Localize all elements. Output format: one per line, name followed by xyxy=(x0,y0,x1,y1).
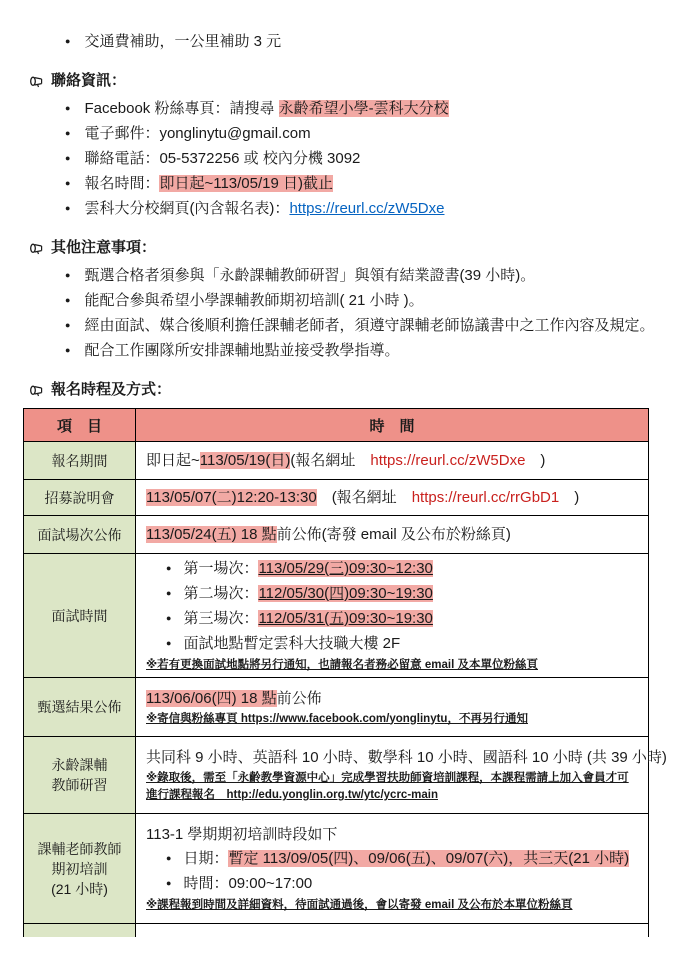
megaphone-icon xyxy=(30,242,44,255)
list-item: ● 時間：09:00~17:00 xyxy=(166,872,640,897)
table-row-briefing xyxy=(24,480,649,516)
bullet-icon: ● xyxy=(65,203,71,213)
highlighted-text: 113/05/29(三)09:30~12:30 xyxy=(258,560,433,577)
contact-facebook: Facebook 粉絲專頁：請搜尋 永齡希望小學-雲科大分校 xyxy=(84,100,449,117)
workshop-hours-text: 共同科 9 小時、英語科 10 小時、數學科 10 小時、國語科 10 小時 (共 39 小時) xyxy=(146,749,667,766)
bullet-icon: ● xyxy=(65,36,71,46)
row-label: 面試時間 xyxy=(24,554,136,678)
list-item: ● 面試地點暫定雲科大技職大樓 2F xyxy=(166,632,640,657)
highlighted-text: 112/05/30(四)09:30~19:30 xyxy=(258,585,433,602)
row-label xyxy=(24,924,136,937)
row-value: 即日起~113/05/19(日)(報名網址 https://reurl.cc/zW5Dxe ) xyxy=(136,442,649,480)
bullet-icon: ● xyxy=(166,853,172,863)
megaphone-icon xyxy=(30,75,44,88)
intro-list xyxy=(23,30,649,55)
list-item xyxy=(65,147,649,172)
note-text: 甄選合格者須參與「永齡課輔教師研習」與領有結業證書(39 小時)。 xyxy=(84,267,536,284)
footnote: ※若有更換面試地點將另行通知，也請報名者務必留意 email 及本單位粉絲頁 xyxy=(146,659,538,671)
column-header-item: 項 目 xyxy=(24,409,136,442)
bullet-icon: ● xyxy=(65,320,71,330)
highlighted-text: 113/05/07(二)12:20-13:30 xyxy=(146,488,317,506)
bullet-icon: ● xyxy=(65,295,71,305)
highlighted-text: 永齡希望小學-雲科大分校 xyxy=(278,100,449,117)
bullet-icon: ● xyxy=(65,178,71,188)
row-value xyxy=(136,737,667,814)
table-row-cutoff xyxy=(24,924,649,937)
list-item: ● 第二場次：112/05/30(四)09:30~19:30 xyxy=(166,582,640,607)
list-item xyxy=(65,289,649,314)
bullet-icon: ● xyxy=(166,588,172,598)
highlighted-text: 113/06/06(四) 18 點 xyxy=(146,689,277,707)
contact-email: 電子郵件：yonglinytu@gmail.com xyxy=(84,125,311,142)
list-item xyxy=(65,314,655,339)
row-label: 報名期間 xyxy=(24,442,136,480)
highlighted-text: 113/05/19(日) xyxy=(199,451,291,469)
bullet-icon: ● xyxy=(166,563,172,573)
training-intro-text: 113-1 學期期初培訓時段如下 xyxy=(146,826,338,843)
intro-bullet-text: 交通費補助，一公里補助 3 元 xyxy=(84,33,282,50)
row-value xyxy=(136,924,649,937)
footnote: ※寄信與粉絲專頁 https://www.facebook.com/yonglinytu，不再另行通知 xyxy=(146,712,528,725)
row-label: 招募說明會 xyxy=(24,480,136,516)
row-value xyxy=(136,814,649,924)
row-label: 面試場次公佈 xyxy=(24,516,136,554)
bullet-icon: ● xyxy=(65,103,71,113)
list-item xyxy=(65,264,649,289)
contact-phone: 聯絡電話：05-5372256 或 校內分機 3092 xyxy=(84,150,361,167)
section-title: 聯絡資訊： xyxy=(51,72,127,89)
list-item xyxy=(65,339,649,364)
bullet-icon: ● xyxy=(65,270,71,280)
briefing-url-link[interactable]: https://reurl.cc/rrGbD1 xyxy=(411,488,560,506)
contact-list xyxy=(23,97,649,222)
list-item: ● 第三場次：112/05/31(五)09:30~19:30 xyxy=(166,607,640,632)
contact-webpage: 雲科大分校網頁(內含報名表)：https://reurl.cc/zW5Dxe xyxy=(84,200,445,217)
footnote: ※課程報到時間及詳細資料，待面試通過後，會以寄發 email 及公布於本單位粉絲頁 xyxy=(146,899,573,911)
highlighted-text: 113/05/24(五) 18 點 xyxy=(146,525,277,543)
table-row-result-announce xyxy=(24,678,649,737)
section-header-other-notes xyxy=(30,236,649,260)
bullet-icon: ● xyxy=(166,878,172,888)
row-label: 課輔老師教師 期初培訓 (21 小時) xyxy=(24,814,136,924)
table-row-signup-period xyxy=(24,442,649,480)
list-item: ● 日期：暫定 113/09/05(四)、09/06(五)、09/07(六)，共三天(21 小時) xyxy=(166,847,640,872)
section-header-schedule xyxy=(30,378,649,402)
highlighted-text: 即日起~113/05/19 日)截止 xyxy=(159,175,333,192)
signup-form-link[interactable]: https://reurl.cc/zW5Dxe xyxy=(289,200,445,217)
row-value: 113/05/07(二)12:20-13:30 (報名網址 https://reurl.cc/rrGbD1 ) xyxy=(136,480,649,516)
list-item: ● 第一場次：113/05/29(三)09:30~12:30 xyxy=(166,557,640,582)
row-value: 113/06/06(四) 18 點前公佈 ※寄信與粉絲專頁 https://www.facebook.com/yonglinytu，不再另行通知 xyxy=(136,678,649,737)
bullet-icon: ● xyxy=(65,153,71,163)
bullet-icon: ● xyxy=(166,638,172,648)
row-label: 永齡課輔 教師研習 xyxy=(24,737,136,814)
section-header-contact xyxy=(30,69,649,93)
note-text: 經由面試、媒合後順利擔任課輔老師者，須遵守課輔老師協議書中之工作內容及規定。 xyxy=(84,317,655,334)
row-value xyxy=(136,554,649,678)
section-title: 報名時程及方式： xyxy=(51,381,172,398)
list-item xyxy=(65,30,649,55)
signup-url-link[interactable]: https://reurl.cc/zW5Dxe xyxy=(370,451,526,469)
list-item xyxy=(65,97,649,122)
footnote: ※錄取後，需至「永齡教學資源中心」完成學習扶助師資培訓課程，本課程需請上加入會員才可進行課程報名 http://edu.yonglin.org.tw/ytc/ycrc-main xyxy=(146,772,629,801)
note-text: 配合工作團隊所安排課輔地點並接受教學指導。 xyxy=(84,342,400,359)
table-row-initial-training xyxy=(24,814,649,924)
megaphone-icon xyxy=(30,384,44,397)
other-notes-list xyxy=(23,264,655,364)
schedule-table xyxy=(23,408,667,937)
list-item xyxy=(65,122,649,147)
table-row-teacher-workshop xyxy=(24,737,649,814)
highlighted-text: 112/05/31(五)09:30~19:30 xyxy=(258,610,433,627)
bullet-icon: ● xyxy=(65,128,71,138)
bullet-icon: ● xyxy=(166,613,172,623)
section-title: 其他注意事項： xyxy=(51,239,157,256)
table-row-interview-announce xyxy=(24,516,649,554)
contact-deadline: 報名時間：即日起~113/05/19 日)截止 xyxy=(84,175,333,192)
highlighted-text: 暫定 113/09/05(四)、09/06(五)、09/07(六)，共三天(21 小時) xyxy=(228,850,630,867)
list-item xyxy=(65,197,649,222)
table-row-interview-time xyxy=(24,554,649,678)
table-header-row xyxy=(24,409,649,442)
row-value: 113/05/24(五) 18 點前公佈(寄發 email 及公布於粉絲頁) xyxy=(136,516,649,554)
list-item xyxy=(65,172,649,197)
column-header-time: 時 間 xyxy=(136,409,649,442)
bullet-icon: ● xyxy=(65,345,71,355)
note-text: 能配合參與希望小學課輔教師期初培訓( 21 小時 )。 xyxy=(84,292,424,309)
row-label: 甄選結果公佈 xyxy=(24,678,136,737)
